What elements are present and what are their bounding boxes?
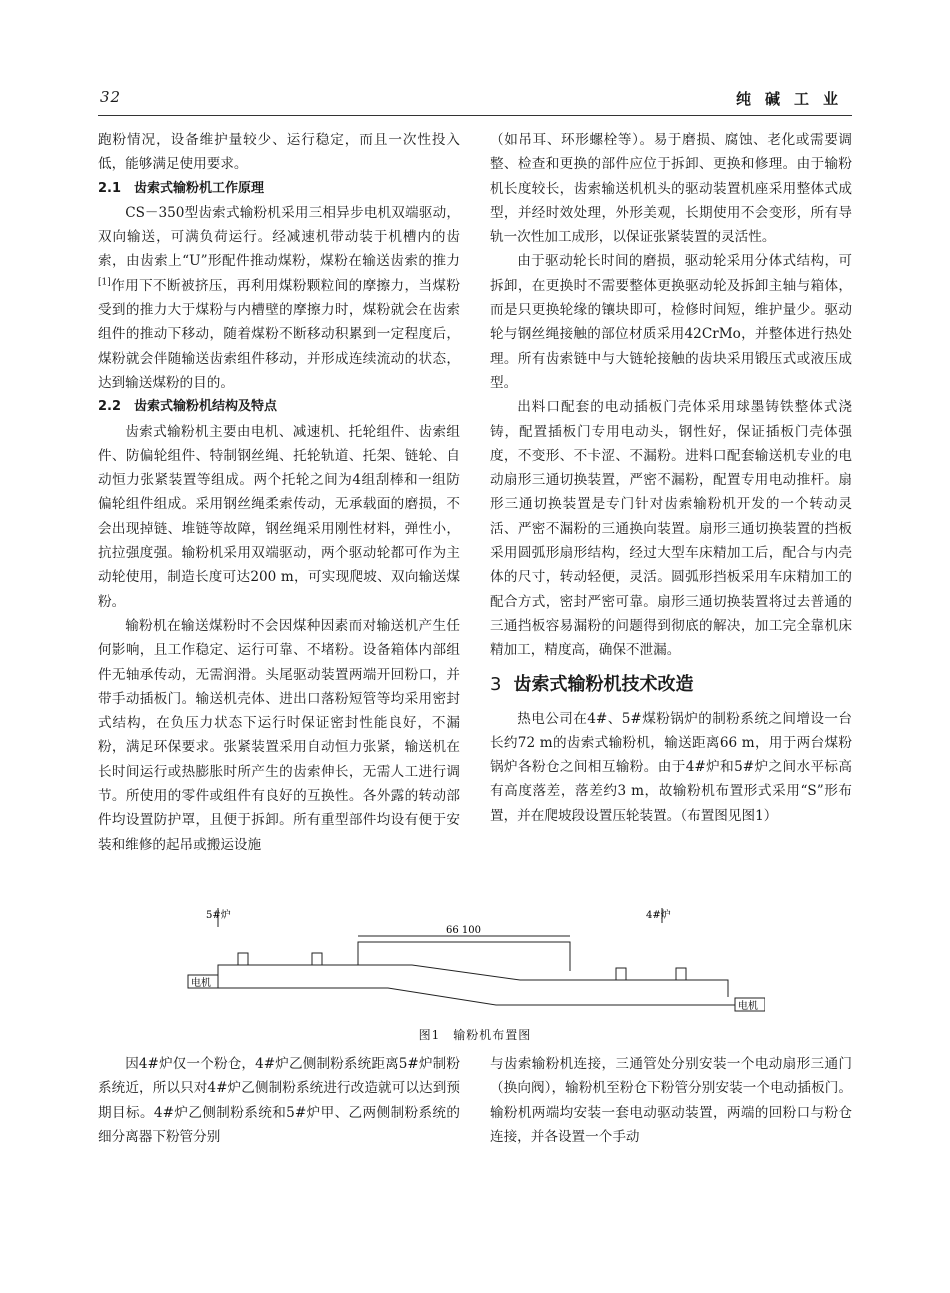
bin-5-b <box>312 953 322 965</box>
figure-caption: 图1 输粉机布置图 <box>418 1028 532 1042</box>
bin-4-b <box>676 968 686 980</box>
motor-label-left: 电机 <box>191 978 211 989</box>
bottom-left-column <box>98 1052 460 1149</box>
paragraph: （如吊耳、环形螺栓等）。易于磨损、腐蚀、老化或需要调整、检查和更换的部件应位于拆卸、更换和修理。由于输粉机长度较长，齿索输送机机头的驱动装置机座采用整体式成型，并经时效处理，外形美观，长期使用不会变形，所有导轨一次性加工成形，以保证张紧装置的灵活性。 <box>490 132 852 246</box>
section-heading-3 <box>490 671 852 699</box>
conveyor-bottom <box>218 988 728 1005</box>
citation-ref[interactable]: [1] <box>98 277 111 288</box>
paragraph: 跑粉情况，设备维护量较少、运行稳定，而且一次性投入低，能够满足使用要求。 <box>98 132 460 173</box>
paragraph <box>98 201 460 395</box>
conveyor-top-left <box>218 965 358 975</box>
subsection-heading-2-2: 2.2 齿索式输粉机结构及特点 <box>98 399 278 415</box>
paragraph: 由于驱动轮长时间的磨损，驱动轮采用分体式结构，可拆卸，在更换时不需要整体更换驱动轮及拆卸主轴与箱体，而是只更换轮缘的镶块即可，检修时间短，维护量少。驱动轮与钢丝绳接触的部位材质采用42CrMo，并整体进行热处理。所有齿索链中与大链轮接触的齿块采用锻压式或液压成型。 <box>490 253 852 391</box>
paragraph: 因4#炉仅一个粉仓，4#炉乙侧制粉系统距离5#炉制粉系统近，所以只对4#炉乙侧制粉系统进行改造就可以达到预期目标。4#炉乙侧制粉系统和5#炉甲、乙两侧制粉系统的细分离器下粉管分别 <box>98 1056 460 1145</box>
paragraph: 齿索式输粉机主要由电机、减速机、托轮组件、齿索组件、防偏轮组件、特制钢丝绳、托轮轨道、托架、链轮、自动恒力张紧装置等组成。两个托轮之间为4组刮棒和一组防偏轮组件组成。采用钢丝绳柔索传动，无承载面的磨损，不会出现掉链、堆链等故障，钢丝绳采用刚性材料，弹性小，抗拉强度强。输粉机采用双端驱动，两个驱动轮都可作为主动轮使用，制造长度可达200 m，可实现爬坡、双向输送煤粉。 <box>98 423 460 610</box>
paragraph-text: CS－350型齿索式输粉机采用三相异步电机双端驱动，双向输送，可满负荷运行。经减速机带动装于机槽内的齿索，由齿索上“U”形配件推动煤粉，煤粉在输送齿索的推力 <box>98 204 460 270</box>
left-column <box>98 128 460 857</box>
page-number: 32 <box>100 88 122 106</box>
bin-5-a <box>238 953 248 965</box>
section-title: 齿索式输粉机技术改造 <box>513 673 694 695</box>
label-boiler-4: 4#炉 <box>646 910 671 921</box>
dimension-label: 66 100 <box>446 925 481 936</box>
paragraph: 出料口配套的电动插板门壳体采用球墨铸铁整体式浇铸，配置插板门专用电动头，钢性好，保证插板门壳体强度，不变形、不卡涩、不漏粉。进料口配套输送机专业的电动扇形三通切换装置，严密不漏粉，配置专用电动推杆。扇形三通切换装置是专门针对齿索输粉机开发的一个转动灵活、严密不漏粉的三通换向装置。扇形三通切换装置的挡板采用圆弧形扇形结构，经过大型车床精加工后，配合与内壳体的尺寸，转动轻便，灵活。圆弧形挡板采用车床精加工的配合方式，密封严密可靠。扇形三通切换装置将过去普通的三通挡板容易漏粉的问题得到彻底的解决，加工完全靠机床精加工，精度高，确保不泄漏。 <box>490 399 852 659</box>
paragraph-text: 作用下不断被挤压，再利用煤粉颗粒间的摩擦力，当煤粉受到的推力大于煤粉与内槽壁的摩擦力时，煤粉就会在齿索组件的推动下移动，随着煤粉不断移动积累到一定程度后，煤粉就会伴随输送齿索组件移动，并形成连续流动的状态，达到输送煤粉的目的。 <box>98 277 460 391</box>
paragraph: 与齿索输粉机连接，三通管处分别安装一个电动扇形三通门（换向阀），输粉机至粉仓下粉管分别安装一个电动插板门。输粉机两端均安装一套电动驱动装置，两端的回粉口与粉仓连接，并各设置一个手动 <box>490 1056 852 1145</box>
section-number: 3 <box>490 673 502 695</box>
label-boiler-5: 5#炉 <box>206 910 231 921</box>
header-rule <box>98 115 852 116</box>
layout-diagram <box>180 905 765 1020</box>
central-housing <box>358 942 570 971</box>
bin-4-a <box>616 968 626 980</box>
motor-label-right: 电机 <box>738 1001 758 1012</box>
paragraph: 热电公司在4#、5#煤粉锅炉的制粉系统之间增设一台长约72 m的齿索式输粉机，输送距离66 m，用于两台煤粉锅炉各粉仓之间相互输粉。由于4#炉和5#炉之间水平标高有高度落差，落差约3 m，故输粉机布置形式采用“S”形布置，并在爬坡段设置压轮装置。（布置图见图1） <box>490 710 852 824</box>
right-column <box>490 128 852 828</box>
figure-1 <box>180 905 765 1020</box>
subsection-heading-2-1: 2.1 齿索式输粉机工作原理 <box>98 180 265 196</box>
paragraph: 输粉机在输送煤粉时不会因煤种因素而对输送机产生任何影响，且工作稳定、运行可靠、不堵粉。设备箱体内部组件无轴承传动，无需润滑。头尾驱动装置两端开回粉口，并带手动插板门。输送机壳体、进出口落粉短管等均采用密封式结构，在负压力状态下运行时保证密封性能良好，不漏粉，满足环保要求。张紧装置采用自动恒力张紧，输送机在长时间运行或热膨胀时所产生的齿索伸长，无需人工进行调节。所使用的零件或组件有良好的互换性。各外露的转动部件均设置防护罩，且便于拆卸。所有重型部件均设有便于安装和维修的起吊或搬运设施 <box>98 617 460 853</box>
bottom-right-column <box>490 1052 852 1149</box>
journal-title: 纯碱工业 <box>735 90 852 108</box>
